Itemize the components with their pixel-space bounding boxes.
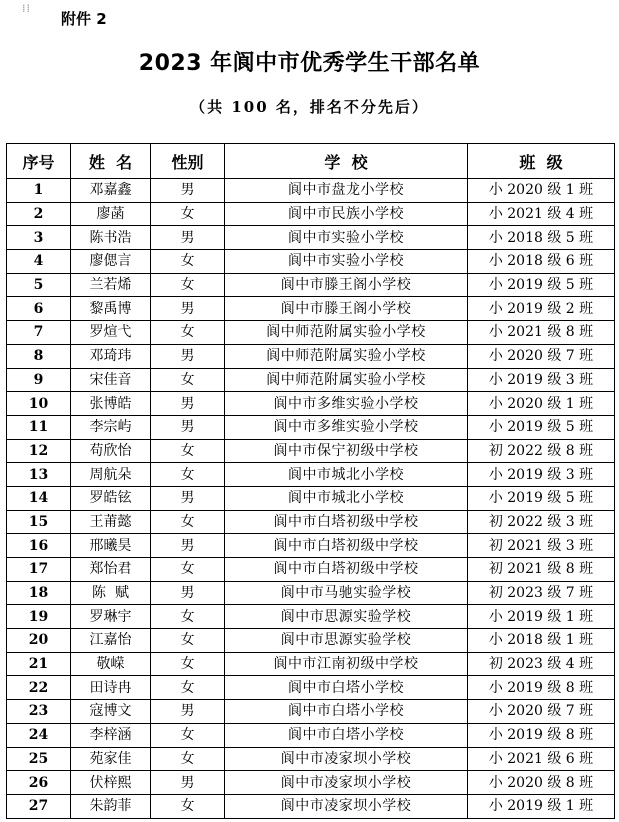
cell-gender: 女 xyxy=(151,368,225,392)
cell-school: 阆中市实验小学校 xyxy=(225,250,468,274)
cell-class: 小 2019 级 2 班 xyxy=(468,297,615,321)
cell-gender: 女 xyxy=(151,202,225,226)
cell-name: 邓嘉鑫 xyxy=(71,179,151,203)
table-row xyxy=(7,226,615,250)
table-header-row xyxy=(7,144,615,179)
cell-school: 阆中市白塔小学校 xyxy=(225,723,468,747)
cell-school: 阆中市滕王阁小学校 xyxy=(225,273,468,297)
cell-name: 周航朵 xyxy=(71,463,151,487)
table-row xyxy=(7,723,615,747)
cell-index: 25 xyxy=(7,747,71,771)
cell-gender: 男 xyxy=(151,415,225,439)
cell-name: 邢曦昊 xyxy=(71,534,151,558)
cell-school: 阆中市滕王阁小学校 xyxy=(225,297,468,321)
cell-class: 小 2020 级 7 班 xyxy=(468,344,615,368)
cell-school: 阆中市凌家坝小学校 xyxy=(225,747,468,771)
header-gender: 性别 xyxy=(151,144,225,179)
cell-index: 10 xyxy=(7,392,71,416)
cell-name: 兰若烯 xyxy=(71,273,151,297)
cell-gender: 男 xyxy=(151,700,225,724)
cell-name: 伏梓熙 xyxy=(71,771,151,795)
cell-school: 阆中市多维实验小学校 xyxy=(225,415,468,439)
cell-name: 廖偲言 xyxy=(71,250,151,274)
cell-index: 2 xyxy=(7,202,71,226)
table-row xyxy=(7,652,615,676)
cell-name: 田诗冉 xyxy=(71,676,151,700)
cell-gender: 女 xyxy=(151,558,225,582)
cell-name: 陈 赋 xyxy=(71,581,151,605)
cell-gender: 男 xyxy=(151,226,225,250)
table-row xyxy=(7,486,615,510)
cell-class: 小 2021 级 4 班 xyxy=(468,202,615,226)
cell-gender: 女 xyxy=(151,250,225,274)
cell-gender: 女 xyxy=(151,629,225,653)
cell-index: 13 xyxy=(7,463,71,487)
cell-gender: 男 xyxy=(151,392,225,416)
cell-class: 小 2019 级 8 班 xyxy=(468,676,615,700)
cell-school: 阆中市民族小学校 xyxy=(225,202,468,226)
cell-class: 小 2018 级 5 班 xyxy=(468,226,615,250)
table-row xyxy=(7,179,615,203)
cell-class: 初 2023 级 7 班 xyxy=(468,581,615,605)
cell-name: 王莆懿 xyxy=(71,510,151,534)
cell-name: 廖菡 xyxy=(71,202,151,226)
cell-class: 小 2020 级 8 班 xyxy=(468,771,615,795)
cell-name: 朱韵菲 xyxy=(71,794,151,818)
attachment-label: 附件 2 xyxy=(61,10,107,28)
cell-school: 阆中市白塔小学校 xyxy=(225,676,468,700)
cell-school: 阆中市思源实验学校 xyxy=(225,605,468,629)
cell-school: 阆中市白塔初级中学校 xyxy=(225,558,468,582)
cell-class: 小 2020 级 1 班 xyxy=(468,179,615,203)
cell-index: 24 xyxy=(7,723,71,747)
table-row xyxy=(7,202,615,226)
cell-gender: 女 xyxy=(151,652,225,676)
cell-school: 阆中市白塔小学校 xyxy=(225,700,468,724)
cell-class: 初 2021 级 3 班 xyxy=(468,534,615,558)
document-title: 2023 年阆中市优秀学生干部名单 xyxy=(138,51,481,76)
cell-class: 小 2019 级 1 班 xyxy=(468,605,615,629)
cell-gender: 男 xyxy=(151,771,225,795)
cell-class: 小 2018 级 6 班 xyxy=(468,250,615,274)
cell-class: 小 2021 级 6 班 xyxy=(468,747,615,771)
cell-index: 21 xyxy=(7,652,71,676)
cell-school: 阆中市凌家坝小学校 xyxy=(225,794,468,818)
cell-gender: 女 xyxy=(151,439,225,463)
document-subtitle: （共 100 名，排名不分先后） xyxy=(190,98,429,116)
cell-class: 小 2018 级 1 班 xyxy=(468,629,615,653)
cell-class: 小 2019 级 5 班 xyxy=(468,273,615,297)
cell-school: 阆中师范附属实验小学校 xyxy=(225,344,468,368)
table-row xyxy=(7,771,615,795)
cell-school: 阆中市实验小学校 xyxy=(225,226,468,250)
table-row xyxy=(7,344,615,368)
cell-school: 阆中市盘龙小学校 xyxy=(225,179,468,203)
cell-school: 阆中市白塔初级中学校 xyxy=(225,510,468,534)
cell-name: 邓琦玮 xyxy=(71,344,151,368)
table-row xyxy=(7,392,615,416)
cell-gender: 女 xyxy=(151,273,225,297)
table-row xyxy=(7,250,615,274)
cell-school: 阆中市城北小学校 xyxy=(225,463,468,487)
cell-index: 19 xyxy=(7,605,71,629)
header-name: 姓 名 xyxy=(71,144,151,179)
cell-index: 27 xyxy=(7,794,71,818)
cell-class: 初 2022 级 8 班 xyxy=(468,439,615,463)
cell-gender: 男 xyxy=(151,297,225,321)
cell-index: 3 xyxy=(7,226,71,250)
cell-school: 阆中师范附属实验小学校 xyxy=(225,368,468,392)
cell-index: 16 xyxy=(7,534,71,558)
cell-index: 22 xyxy=(7,676,71,700)
table-row xyxy=(7,581,615,605)
cell-index: 26 xyxy=(7,771,71,795)
cell-name: 黎禹博 xyxy=(71,297,151,321)
cell-class: 小 2019 级 3 班 xyxy=(468,368,615,392)
cell-gender: 女 xyxy=(151,321,225,345)
cell-name: 敬嵘 xyxy=(71,652,151,676)
table-row xyxy=(7,605,615,629)
cell-school: 阆中市保宁初级中学校 xyxy=(225,439,468,463)
drag-handle-icon[interactable]: ⁞⁞ xyxy=(22,2,31,15)
cell-name: 罗琳宇 xyxy=(71,605,151,629)
table-row xyxy=(7,368,615,392)
cell-gender: 男 xyxy=(151,344,225,368)
cell-gender: 女 xyxy=(151,747,225,771)
cell-class: 小 2020 级 7 班 xyxy=(468,700,615,724)
table-row xyxy=(7,297,615,321)
cell-class: 初 2023 级 4 班 xyxy=(468,652,615,676)
cell-gender: 男 xyxy=(151,581,225,605)
cell-class: 小 2019 级 1 班 xyxy=(468,794,615,818)
cell-name: 苑家佳 xyxy=(71,747,151,771)
header-class: 班 级 xyxy=(468,144,615,179)
cell-index: 23 xyxy=(7,700,71,724)
cell-index: 4 xyxy=(7,250,71,274)
header-school: 学 校 xyxy=(225,144,468,179)
table-row xyxy=(7,747,615,771)
cell-school: 阆中市多维实验小学校 xyxy=(225,392,468,416)
cell-class: 小 2019 级 5 班 xyxy=(468,415,615,439)
cell-index: 9 xyxy=(7,368,71,392)
cell-index: 15 xyxy=(7,510,71,534)
table-row xyxy=(7,558,615,582)
cell-index: 11 xyxy=(7,415,71,439)
cell-school: 阆中市思源实验学校 xyxy=(225,629,468,653)
cell-gender: 女 xyxy=(151,676,225,700)
cell-class: 小 2019 级 5 班 xyxy=(468,486,615,510)
cell-index: 5 xyxy=(7,273,71,297)
cell-index: 17 xyxy=(7,558,71,582)
table-row xyxy=(7,463,615,487)
table-row xyxy=(7,629,615,653)
cell-gender: 女 xyxy=(151,510,225,534)
cell-index: 8 xyxy=(7,344,71,368)
cell-gender: 女 xyxy=(151,605,225,629)
cell-class: 小 2019 级 8 班 xyxy=(468,723,615,747)
cell-class: 小 2019 级 3 班 xyxy=(468,463,615,487)
cell-school: 阆中市白塔初级中学校 xyxy=(225,534,468,558)
cell-class: 小 2020 级 1 班 xyxy=(468,392,615,416)
cell-index: 14 xyxy=(7,486,71,510)
table-row xyxy=(7,439,615,463)
cell-class: 初 2021 级 8 班 xyxy=(468,558,615,582)
cell-name: 罗皓铉 xyxy=(71,486,151,510)
cell-school: 阆中师范附属实验小学校 xyxy=(225,321,468,345)
cell-gender: 男 xyxy=(151,179,225,203)
cell-gender: 女 xyxy=(151,723,225,747)
cell-index: 18 xyxy=(7,581,71,605)
cell-index: 7 xyxy=(7,321,71,345)
cell-name: 郑怡君 xyxy=(71,558,151,582)
cell-name: 江嘉怡 xyxy=(71,629,151,653)
cell-name: 罗煊弋 xyxy=(71,321,151,345)
header-index: 序号 xyxy=(7,144,71,179)
table-row xyxy=(7,321,615,345)
cell-school: 阆中市江南初级中学校 xyxy=(225,652,468,676)
cell-school: 阆中市马驰实验学校 xyxy=(225,581,468,605)
cell-name: 李宗屿 xyxy=(71,415,151,439)
table-row xyxy=(7,676,615,700)
cell-name: 陈书浩 xyxy=(71,226,151,250)
cell-index: 12 xyxy=(7,439,71,463)
cell-gender: 男 xyxy=(151,534,225,558)
table-row xyxy=(7,700,615,724)
student-list-table xyxy=(6,143,615,819)
cell-gender: 男 xyxy=(151,486,225,510)
table-row xyxy=(7,510,615,534)
table-row xyxy=(7,273,615,297)
cell-school: 阆中市城北小学校 xyxy=(225,486,468,510)
cell-name: 寇博文 xyxy=(71,700,151,724)
cell-gender: 女 xyxy=(151,794,225,818)
cell-name: 张博皓 xyxy=(71,392,151,416)
cell-name: 宋佳音 xyxy=(71,368,151,392)
cell-name: 李梓涵 xyxy=(71,723,151,747)
table-row xyxy=(7,794,615,818)
table-row xyxy=(7,415,615,439)
cell-class: 初 2022 级 3 班 xyxy=(468,510,615,534)
cell-name: 苟欣怡 xyxy=(71,439,151,463)
cell-index: 6 xyxy=(7,297,71,321)
cell-gender: 女 xyxy=(151,463,225,487)
cell-index: 1 xyxy=(7,179,71,203)
table-row xyxy=(7,534,615,558)
cell-index: 20 xyxy=(7,629,71,653)
cell-school: 阆中市凌家坝小学校 xyxy=(225,771,468,795)
cell-class: 小 2021 级 8 班 xyxy=(468,321,615,345)
